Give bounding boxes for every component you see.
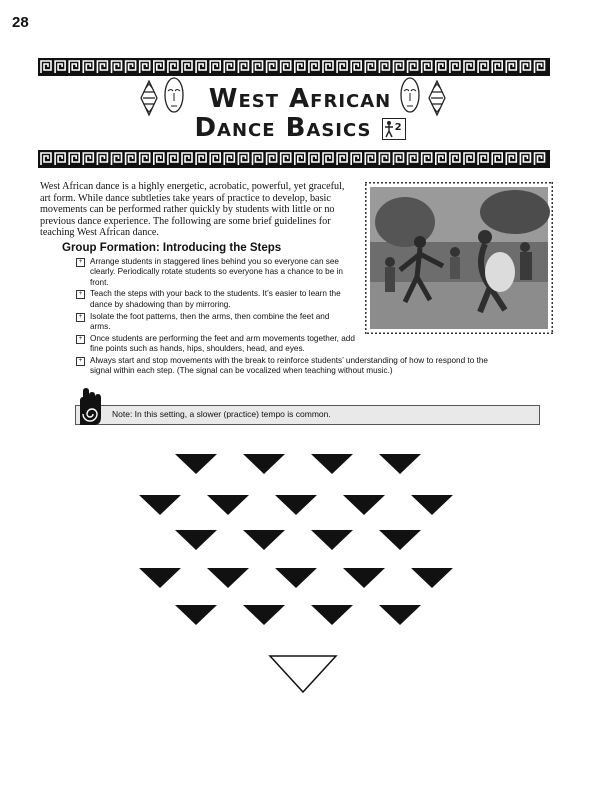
greek-key-border-bottom [38, 150, 550, 168]
student-marker [311, 454, 353, 474]
student-marker [379, 605, 421, 625]
student-marker [207, 495, 249, 515]
list-item: + Teach the steps with your back to the students. It’s easier to learn the dance by shadowing than by mirroring. [76, 289, 352, 310]
student-marker [275, 568, 317, 588]
formation-diagram [0, 450, 600, 705]
checkbox-icon: + [76, 313, 85, 322]
student-marker [343, 495, 385, 515]
student-marker [343, 568, 385, 588]
checkbox-icon: + [76, 357, 85, 366]
checkbox-icon: + [76, 290, 85, 299]
student-marker [411, 568, 453, 588]
student-marker [139, 568, 181, 588]
list-item: + Isolate the foot patterns, then the arms, then combine the feet and arms. [76, 312, 352, 333]
student-marker [275, 495, 317, 515]
student-marker [175, 530, 217, 550]
student-marker [311, 605, 353, 625]
note-box [75, 405, 540, 425]
page-title-text: Dance Basics [194, 113, 372, 143]
student-marker [175, 454, 217, 474]
page-title-line-2 [0, 113, 600, 143]
student-marker [139, 495, 181, 515]
checkbox-icon: + [76, 258, 85, 267]
section-heading: Group Formation: Introducing the Steps [62, 242, 282, 254]
student-marker [411, 495, 453, 515]
student-marker [175, 605, 217, 625]
list-item: + Always start and stop movements with the break to reinforce students’ understanding of how to respond to the signal within each step. (The signal can be vocalized when teaching without music.) [76, 356, 510, 377]
list-item: + Arrange students in staggered lines behind you so everyone can see clearly. Periodically rotate students so everyone has a chance to be in front. [76, 257, 352, 288]
student-marker [311, 530, 353, 550]
page-title-line-1: West African [208, 84, 392, 114]
student-marker [243, 454, 285, 474]
steps-list [76, 257, 506, 378]
note-text: Note: In this setting, a slower (practice) tempo is common. [112, 409, 331, 419]
spiral-hand-icon [76, 387, 104, 432]
page-number: 28 [12, 14, 29, 31]
checkbox-icon: + [76, 335, 85, 344]
student-marker [207, 568, 249, 588]
student-marker [243, 605, 285, 625]
intro-paragraph: West African dance is a highly energetic, acrobatic, powerful, yet graceful, art form. While dance subtleties take years of practice to develop, basic movements can be performed rather quickly by students with little or no previous dance experience. The following are some brief guidelines for teaching West African dance. [40, 181, 345, 239]
student-marker [243, 530, 285, 550]
student-marker [379, 454, 421, 474]
greek-key-border-top [38, 58, 550, 76]
dancer-icon [382, 118, 406, 140]
student-marker [379, 530, 421, 550]
list-item: + Once students are performing the feet and arm movements together, add fine points such as hands, hips, shoulders, head, and eyes. [76, 334, 360, 355]
teacher-marker [270, 656, 336, 692]
track-badge: 2 [394, 121, 403, 133]
